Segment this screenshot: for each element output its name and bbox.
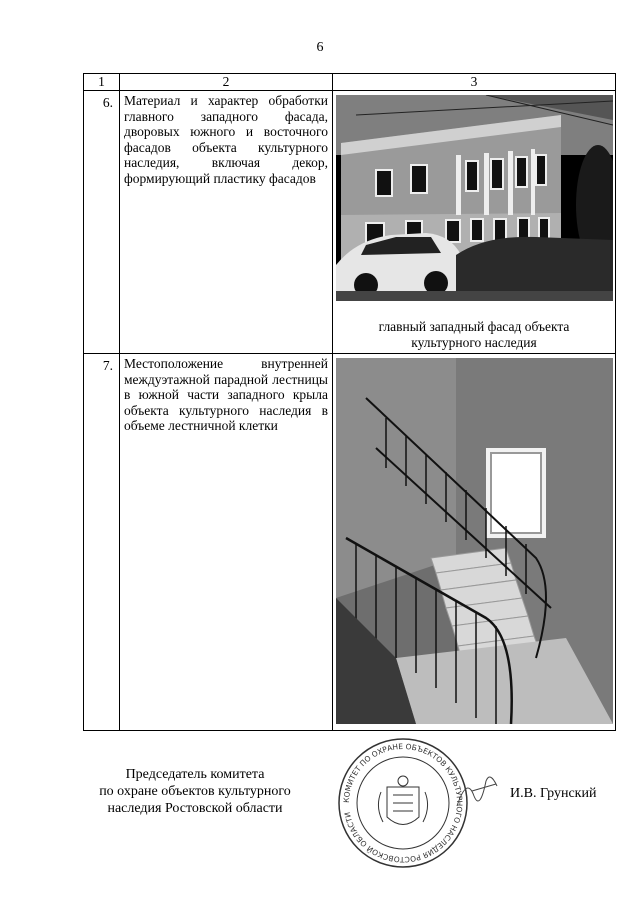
official-seal (337, 737, 469, 869)
table-row (84, 354, 616, 731)
signature-scribble (452, 766, 502, 816)
row-photo-cell (333, 91, 616, 354)
row-number: 6. (84, 91, 120, 354)
position-line: Председатель комитета (125, 767, 265, 782)
row-description: Материал и характер обработки главного западного фасада, дворовых южного и восточного фасадов объекта культурного наследия, включая декор, формирующий пластику фасадов (120, 91, 333, 354)
page-number: 6 (316, 40, 324, 55)
position-line: по охране объектов культурного (99, 784, 291, 799)
staircase-photo (336, 358, 613, 724)
signatory-position (70, 766, 320, 817)
table-row (84, 91, 616, 354)
column-header: 1 (84, 74, 120, 91)
objects-table (83, 73, 616, 731)
column-header: 2 (120, 74, 333, 91)
signer-name: И.В. Грунский (510, 786, 597, 801)
row-description: Местоположение внутренней междуэтажной парадной лестницы в южной части западного крыла объекта культурного наследия в объеме лестничной клетки (120, 354, 333, 731)
photo-caption: главный западный фасад объекта культурного наследия (378, 319, 570, 350)
row-photo-cell (333, 354, 616, 731)
position-line: наследия Ростовской области (107, 801, 283, 816)
row-number: 7. (84, 354, 120, 731)
table-header-row (84, 74, 616, 91)
column-header: 3 (333, 74, 616, 91)
facade-photo (336, 95, 613, 301)
svg-text:КОМИТЕТ ПО ОХРАНЕ ОБЪЕКТОВ КУЛ: КОМИТЕТ ПО ОХРАНЕ ОБЪЕКТОВ КУЛЬТУРНОГО НАСЛЕДИЯ РОСТОВСКОЙ ОБЛАСТИ (341, 741, 465, 865)
